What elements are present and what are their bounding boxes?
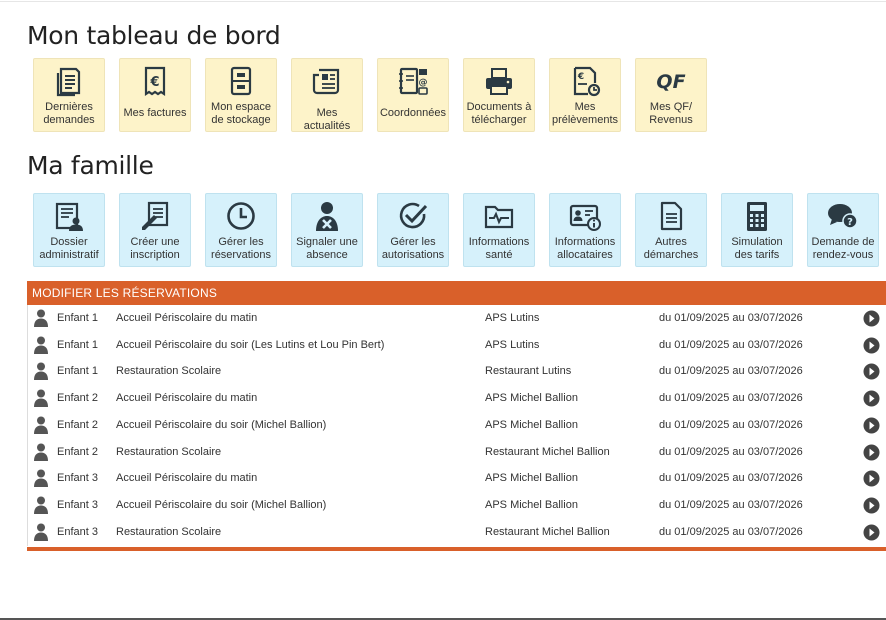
child-name: Enfant 1 (57, 312, 98, 324)
play-arrow-icon[interactable] (863, 363, 880, 380)
reservation-row (28, 385, 886, 411)
tile-label: Dernières demandes (43, 101, 95, 126)
play-arrow-icon[interactable] (863, 524, 880, 541)
tile-label: Documents à télécharger (466, 101, 532, 126)
tile-label: Créer une inscription (130, 236, 180, 261)
tile-beneficiary-info[interactable] (549, 193, 621, 267)
activity-name: Restauration Scolaire (116, 365, 222, 377)
reservation-row (28, 439, 886, 465)
reservation-row (28, 305, 886, 331)
absence-person-icon (292, 200, 362, 232)
tile-label: Mes factures (123, 107, 187, 119)
reservation-row (28, 465, 886, 491)
date-range: du 01/09/2025 au 03/07/2026 (659, 339, 803, 351)
date-range: du 01/09/2025 au 03/07/2026 (659, 499, 803, 511)
tile-latest-requests[interactable] (33, 58, 105, 132)
tile-label: Informations santé (468, 236, 530, 261)
date-range: du 01/09/2025 au 03/07/2026 (659, 365, 803, 377)
tile-health-info[interactable] (463, 193, 535, 267)
reservation-row (28, 412, 886, 438)
child-name: Enfant 3 (57, 499, 98, 511)
child-name: Enfant 1 (57, 339, 98, 351)
play-arrow-icon[interactable] (863, 417, 880, 434)
play-arrow-icon[interactable] (863, 444, 880, 461)
reservations-panel (27, 281, 886, 552)
qf-icon (636, 65, 706, 97)
activity-name: Accueil Périscolaire du soir (Michel Ballion) (116, 499, 327, 511)
tile-label: Mes actualités (303, 107, 351, 132)
person-icon (33, 523, 49, 541)
date-range: du 01/09/2025 au 03/07/2026 (659, 419, 803, 431)
tile-label: Mon espace de stockage (211, 101, 271, 126)
admin-file-icon (34, 200, 104, 232)
place-name: APS Michel Ballion (485, 499, 578, 511)
place-name: APS Michel Ballion (485, 472, 578, 484)
person-icon (33, 496, 49, 514)
calculator-icon (722, 200, 792, 232)
place-name: APS Lutins (485, 339, 540, 351)
person-icon (33, 469, 49, 487)
tile-label: Demande de rendez-vous (811, 236, 875, 261)
activity-name: Accueil Périscolaire du matin (116, 312, 258, 324)
document-icon (636, 200, 706, 232)
svg-text:@: @ (418, 78, 428, 88)
direct-debit-icon (550, 65, 620, 97)
play-arrow-icon[interactable] (863, 337, 880, 354)
tile-news[interactable] (291, 58, 363, 132)
tile-admin-file[interactable] (33, 193, 105, 267)
reservation-row (28, 332, 886, 358)
reservations-footer-bar (27, 547, 886, 551)
person-icon (33, 443, 49, 461)
svg-text:QF: QF (656, 71, 686, 93)
clock-icon (206, 200, 276, 232)
svg-text:?: ? (847, 217, 853, 228)
person-icon (33, 362, 49, 380)
health-folder-icon (464, 200, 534, 232)
tile-label: Simulation des tarifs (731, 236, 783, 261)
person-icon (33, 416, 49, 434)
tile-label: Informations allocataires (554, 236, 616, 261)
tile-storage[interactable] (205, 58, 277, 132)
checkmark-circle-icon (378, 200, 448, 232)
reservation-row (28, 492, 886, 518)
reservation-row (28, 519, 886, 545)
newspaper-icon (292, 65, 362, 97)
signup-form-icon (120, 200, 190, 232)
tile-contact-details[interactable] (377, 58, 449, 132)
chat-question-icon (808, 200, 878, 232)
reservation-row (28, 358, 886, 384)
play-arrow-icon[interactable] (863, 390, 880, 407)
tile-create-signup[interactable] (119, 193, 191, 267)
tile-label: Dossier administratif (39, 236, 99, 261)
activity-name: Restauration Scolaire (116, 526, 222, 538)
place-name: APS Lutins (485, 312, 540, 324)
place-name: APS Michel Ballion (485, 392, 578, 404)
person-icon (33, 309, 49, 327)
date-range: du 01/09/2025 au 03/07/2026 (659, 446, 803, 458)
play-arrow-icon[interactable] (863, 497, 880, 514)
child-name: Enfant 3 (57, 526, 98, 538)
tile-qf-income[interactable] (635, 58, 707, 132)
tile-invoices[interactable] (119, 58, 191, 132)
tile-label: Signaler une absence (296, 236, 358, 261)
tile-label: Gérer les autorisations (381, 236, 445, 261)
date-range: du 01/09/2025 au 03/07/2026 (659, 526, 803, 538)
svg-text:€: € (150, 75, 160, 90)
documents-icon (34, 65, 104, 97)
activity-name: Accueil Périscolaire du matin (116, 392, 258, 404)
play-arrow-icon[interactable] (863, 470, 880, 487)
tile-downloads[interactable] (463, 58, 535, 132)
invoice-euro-icon (120, 65, 190, 97)
storage-cabinet-icon (206, 65, 276, 97)
activity-name: Accueil Périscolaire du soir (Les Lutins et Lou Pin Bert) (116, 339, 385, 351)
child-name: Enfant 2 (57, 446, 98, 458)
tile-label: Coordonnées (379, 107, 447, 119)
place-name: Restaurant Lutins (485, 365, 572, 377)
person-icon (33, 336, 49, 354)
activity-name: Accueil Périscolaire du soir (Michel Ballion) (116, 419, 327, 431)
reservations-header: MODIFIER LES RÉSERVATIONS (27, 281, 886, 305)
child-name: Enfant 2 (57, 419, 98, 431)
tile-direct-debits[interactable] (549, 58, 621, 132)
tile-other-procedures[interactable] (635, 193, 707, 267)
date-range: du 01/09/2025 au 03/07/2026 (659, 312, 803, 324)
date-range: du 01/09/2025 au 03/07/2026 (659, 472, 803, 484)
child-name: Enfant 3 (57, 472, 98, 484)
tile-label: Mes prélèvements (551, 101, 619, 126)
reservations-list (27, 305, 886, 546)
play-arrow-icon[interactable] (863, 310, 880, 327)
id-card-info-icon (550, 200, 620, 232)
tile-label: Autres démarches (643, 236, 699, 261)
activity-name: Accueil Périscolaire du matin (116, 472, 258, 484)
activity-name: Restauration Scolaire (116, 446, 222, 458)
child-name: Enfant 1 (57, 365, 98, 377)
tile-report-absence[interactable] (291, 193, 363, 267)
svg-text:€: € (577, 72, 585, 82)
top-divider (0, 1, 886, 2)
tile-label: Mes QF/ Revenus (649, 101, 693, 126)
dashboard-title: Mon tableau de bord (27, 21, 281, 50)
address-book-icon (378, 65, 448, 97)
tile-label: Gérer les réservations (211, 236, 271, 261)
tile-manage-authorizations[interactable] (377, 193, 449, 267)
family-title: Ma famille (27, 151, 154, 180)
place-name: APS Michel Ballion (485, 419, 578, 431)
tile-rate-simulation[interactable] (721, 193, 793, 267)
place-name: Restaurant Michel Ballion (485, 446, 610, 458)
child-name: Enfant 2 (57, 392, 98, 404)
printer-icon (464, 65, 534, 97)
place-name: Restaurant Michel Ballion (485, 526, 610, 538)
date-range: du 01/09/2025 au 03/07/2026 (659, 392, 803, 404)
person-icon (33, 389, 49, 407)
tile-appointment-request[interactable] (807, 193, 879, 267)
tile-manage-reservations[interactable] (205, 193, 277, 267)
